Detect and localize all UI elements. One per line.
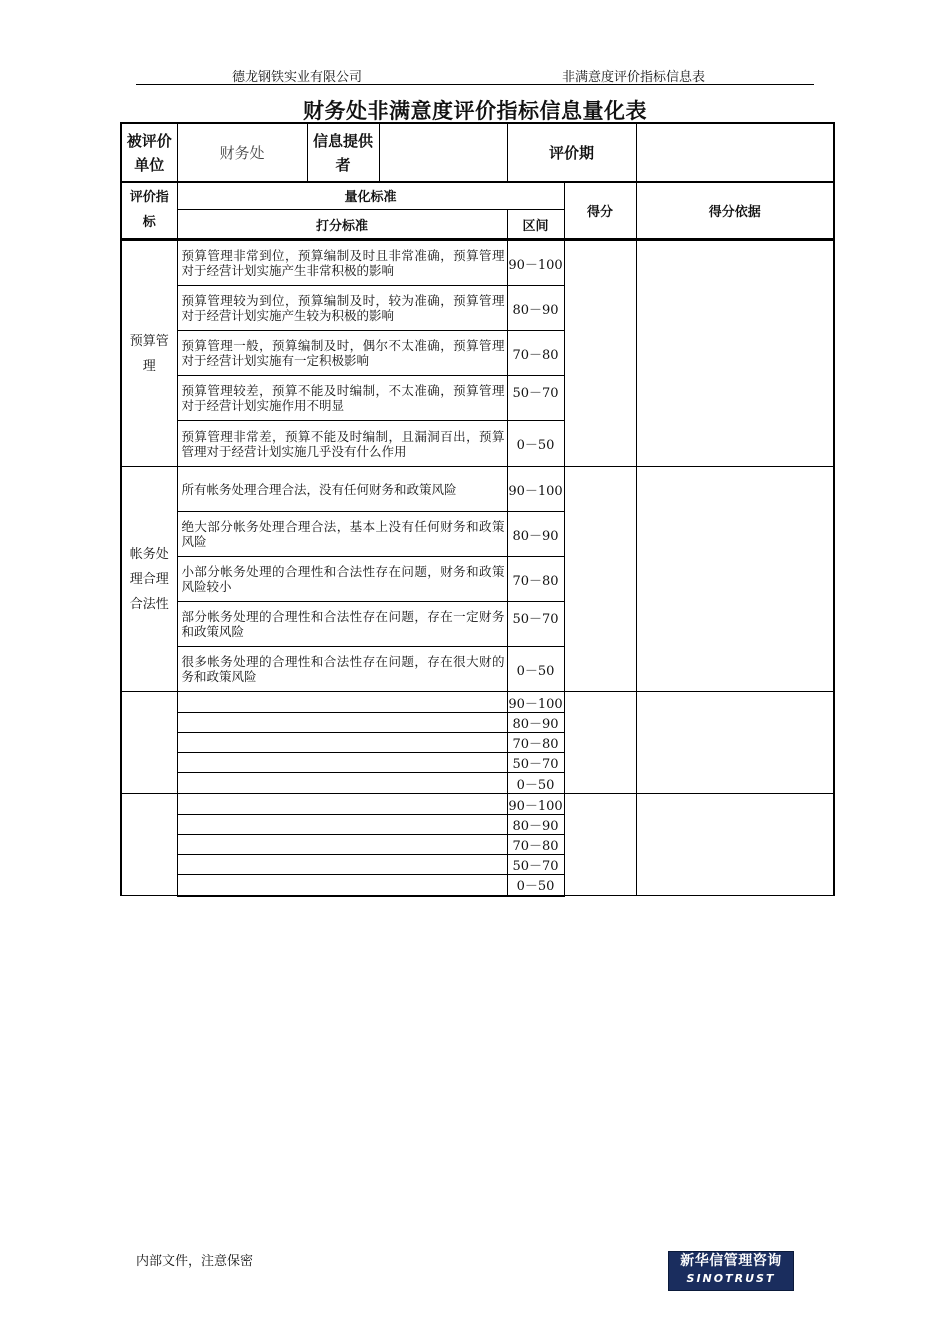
range-cell: 70－80 xyxy=(507,331,564,376)
confidential-note: 内部文件，注意保密 xyxy=(136,1254,254,1269)
range-cell: 70－80 xyxy=(507,835,564,855)
criterion-cell: 预算管理较差，预算不能及时编制，不太准确，预算管理对于经营计划实施作用不明显 xyxy=(177,376,507,421)
range-cell: 90－100 xyxy=(507,692,564,713)
period-value xyxy=(636,123,834,182)
section-blank-2 xyxy=(120,793,835,897)
basis-cell[interactable] xyxy=(636,692,834,794)
basis-cell[interactable] xyxy=(636,794,834,896)
range-cell: 90－100 xyxy=(507,467,564,512)
range-cell: 0－50 xyxy=(507,647,564,692)
provider-label: 信息提供者 xyxy=(307,123,379,182)
logo-chinese-text: 新华信管理咨询 xyxy=(680,1253,782,1269)
criterion-cell[interactable] xyxy=(177,733,507,753)
page-title: 财务处非满意度评价指标信息量化表 xyxy=(303,99,647,123)
basis-cell[interactable] xyxy=(636,241,834,467)
range-cell: 80－90 xyxy=(507,286,564,331)
score-header: 得分 xyxy=(564,182,636,240)
company-name: 德龙钢铁实业有限公司 xyxy=(232,70,363,85)
scoring-standard-header: 打分标准 xyxy=(177,210,507,239)
header-divider xyxy=(136,84,814,85)
document-name: 非满意度评价指标信息表 xyxy=(562,70,706,85)
criterion-cell: 部分帐务处理的合理性和合法性存在问题，存在一定财务和政策风险 xyxy=(177,602,507,647)
column-header-table xyxy=(120,181,835,240)
section-accounting xyxy=(120,466,835,692)
info-table xyxy=(120,122,835,183)
quant-standard-header: 量化标准 xyxy=(177,182,564,210)
provider-value xyxy=(379,123,507,182)
criterion-cell[interactable] xyxy=(177,815,507,835)
criterion-cell[interactable] xyxy=(177,713,507,733)
range-cell: 90－100 xyxy=(507,241,564,286)
criterion-cell[interactable] xyxy=(177,855,507,875)
criterion-cell[interactable] xyxy=(177,692,507,713)
criterion-cell: 所有帐务处理合理合法，没有任何财务和政策风险 xyxy=(177,467,507,512)
criterion-cell[interactable] xyxy=(177,753,507,773)
range-cell: 0－50 xyxy=(507,875,564,896)
criterion-cell: 预算管理非常差，预算不能及时编制，且漏洞百出，预算管理对于经营计划实施几乎没有什么作用 xyxy=(177,421,507,467)
criterion-cell[interactable] xyxy=(177,835,507,855)
score-cell[interactable] xyxy=(564,467,636,692)
indicator-header: 评价指标 xyxy=(121,182,177,240)
range-cell: 0－50 xyxy=(507,421,564,467)
section-blank-1 xyxy=(120,691,835,794)
criterion-cell: 绝大部分帐务处理合理合法，基本上没有任何财务和政策风险 xyxy=(177,512,507,557)
indicator-cell: 帐务处理合理合法性 xyxy=(121,467,177,692)
range-cell: 50－70 xyxy=(507,602,564,647)
indicator-cell[interactable] xyxy=(121,794,177,896)
indicator-cell: 预算管理 xyxy=(121,241,177,467)
criterion-cell: 预算管理较为到位，预算编制及时，较为准确，预算管理对于经营计划实施产生较为积极的影响 xyxy=(177,286,507,331)
score-cell[interactable] xyxy=(564,794,636,896)
criterion-cell: 小部分帐务处理的合理性和合法性存在问题，财务和政策风险较小 xyxy=(177,557,507,602)
range-cell: 80－90 xyxy=(507,815,564,835)
indicator-cell[interactable] xyxy=(121,692,177,794)
range-cell: 0－50 xyxy=(507,773,564,794)
criterion-cell: 预算管理一般，预算编制及时，偶尔不太准确，预算管理对于经营计划实施有一定积极影响 xyxy=(177,331,507,376)
score-cell[interactable] xyxy=(564,241,636,467)
range-cell: 70－80 xyxy=(507,733,564,753)
criterion-cell[interactable] xyxy=(177,773,507,794)
section-budget xyxy=(120,240,835,467)
basis-header: 得分依据 xyxy=(636,182,834,240)
range-cell: 50－70 xyxy=(507,855,564,875)
range-cell: 50－70 xyxy=(507,376,564,421)
range-cell: 90－100 xyxy=(507,794,564,815)
basis-cell[interactable] xyxy=(636,467,834,692)
range-cell: 80－90 xyxy=(507,713,564,733)
score-cell[interactable] xyxy=(564,692,636,794)
criterion-cell[interactable] xyxy=(177,794,507,815)
criterion-cell: 预算管理非常到位，预算编制及时且非常准确，预算管理对于经营计划实施产生非常积极的影响 xyxy=(177,241,507,286)
criterion-cell: 很多帐务处理的合理性和合法性存在问题，存在很大财的务和政策风险 xyxy=(177,647,507,692)
sinotrust-logo xyxy=(668,1251,794,1291)
range-cell: 50－70 xyxy=(507,753,564,773)
range-cell: 70－80 xyxy=(507,557,564,602)
criterion-cell[interactable] xyxy=(177,875,507,896)
period-label: 评价期 xyxy=(507,123,636,182)
unit-value: 财务处 xyxy=(177,123,307,182)
logo-english-text: SINOTRUST xyxy=(686,1272,776,1285)
range-cell: 80－90 xyxy=(507,512,564,557)
unit-label: 被评价单位 xyxy=(121,123,177,182)
interval-header: 区间 xyxy=(507,210,564,239)
